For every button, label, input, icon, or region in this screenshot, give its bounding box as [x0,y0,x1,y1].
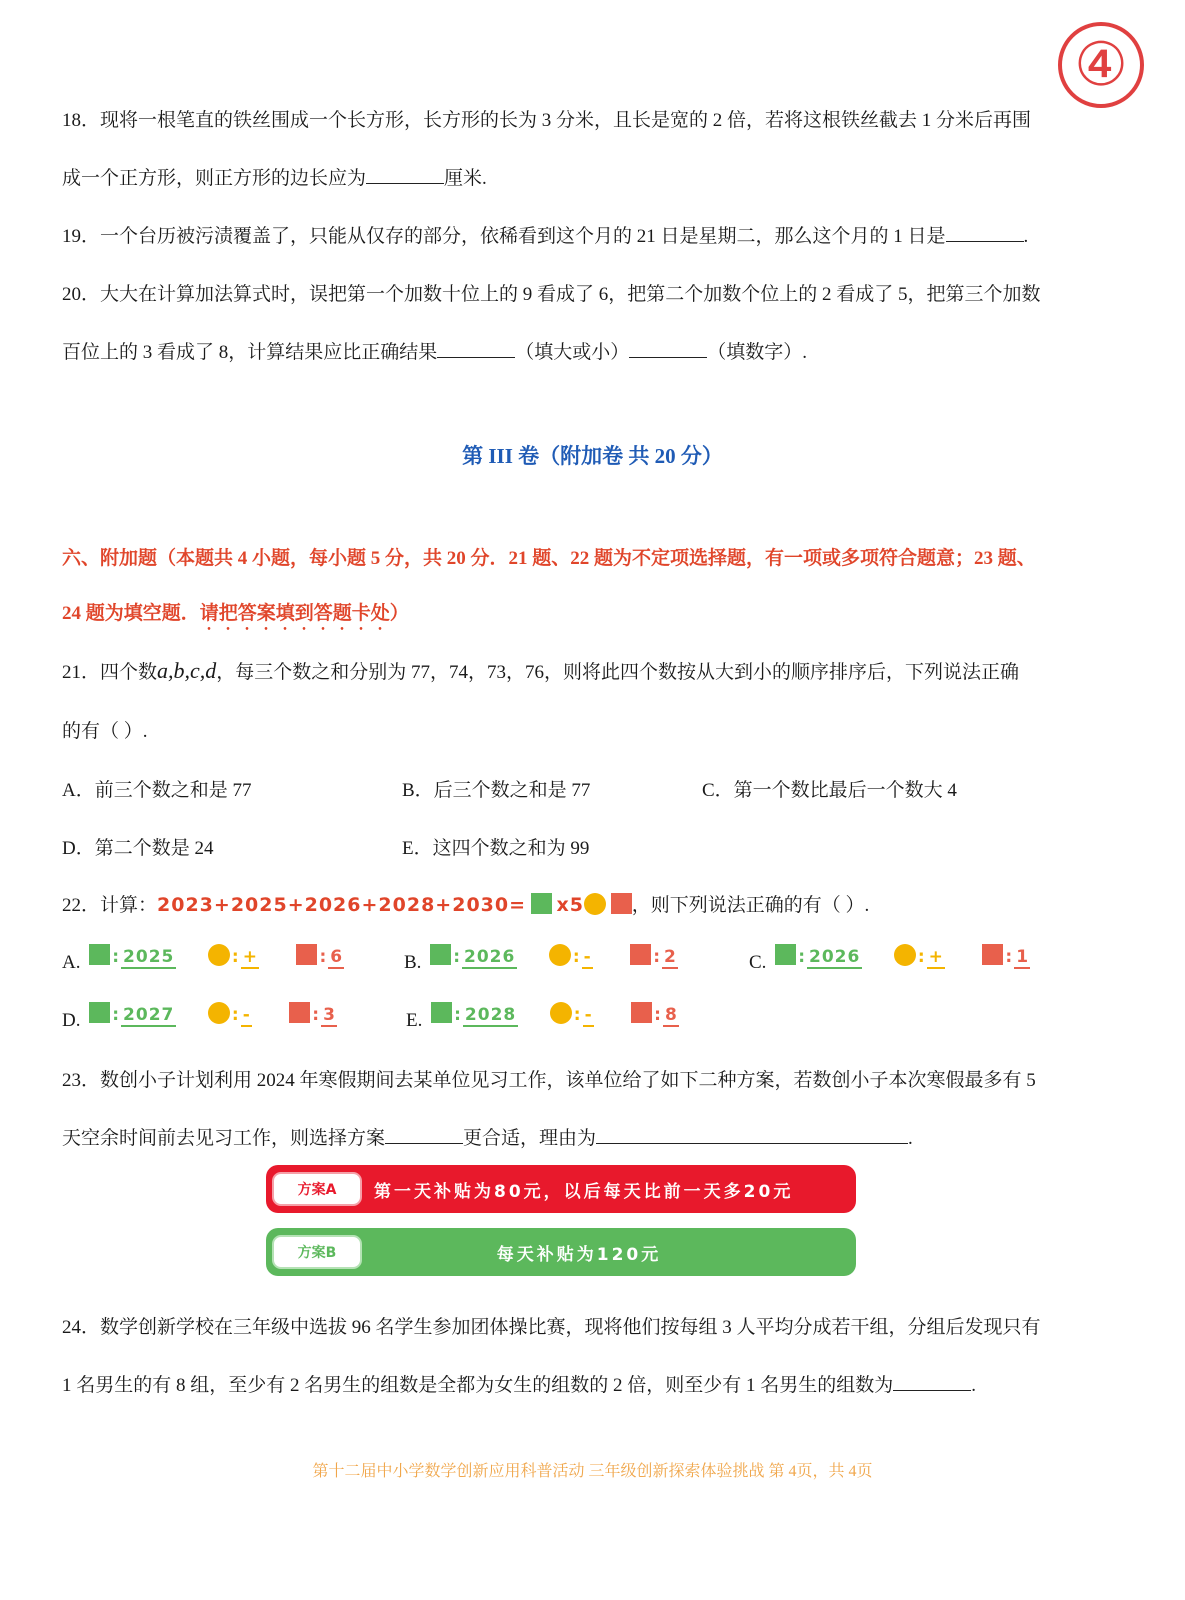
q18-line1: 18．现将一根笔直的铁丝围成一个长方形，长方形的长为 3 分米，且长是宽的 2 倍，若将这根铁丝截去 1 分米后再围 [62,110,1032,131]
plan-b-tag: 方案B [272,1235,362,1269]
q22-option-d[interactable]: D. : 2027 : - : 3 [62,1002,337,1032]
section-title: 第 III 卷（附加卷 共 20 分） [462,444,723,468]
green-square-icon [89,1002,110,1023]
q22-yellow-value: - [584,1005,592,1025]
plan-b-text: 每天补贴为120元 [496,1244,662,1265]
q22-line [62,890,869,917]
red-square-icon [630,944,651,965]
q21-option-c[interactable]: C．第一个数比最后一个数大 4 [702,780,957,801]
q22-post: ，则下列说法正确的有（ ）. [631,895,870,916]
q23-line2-mid: 更合适，理由为 [463,1128,597,1149]
green-square-icon [431,1002,452,1023]
q22-red-value: 8 [664,1005,677,1025]
q22-option-a[interactable]: A. : 2025 : + : 6 [62,944,344,974]
q22-option-e[interactable]: E. : 2028 : - : 8 [406,1002,679,1032]
q23-line2 [62,1123,913,1150]
q19-text: 19．一个台历被污渍覆盖了，只能从仅存的部分，依稀看到这个月的 21 日是星期二，那么这个月的 1 日是 [62,226,946,247]
green-square-icon [531,893,552,914]
q20-line1: 20．大大在计算加法算式时，误把第一个加数十位上的 9 看成了 6，把第二个加数个位上的 2 看成了 5，把第三个加数 [62,284,1041,305]
yellow-circle-icon [584,893,606,915]
q19-end: . [1023,226,1029,247]
q22-red-value: 3 [323,1005,335,1025]
q22-option-letter: E. [406,1010,423,1031]
yellow-circle-icon [894,944,916,966]
q22-option-letter: A. [62,952,81,973]
yellow-circle-icon [550,1002,572,1024]
q24-line2-text: 1 名男生的有 8 组，至少有 2 名男生的组数是全都为女生的组数的 2 倍，则至少有 1 名男生的组数为 [62,1375,894,1396]
red-square-icon [982,944,1003,965]
q24-line2-end: . [971,1375,977,1396]
q22-yellow-value: + [928,947,943,967]
q20-fill2-hint: （填数字）. [707,342,808,363]
q22-green-value: 2026 [464,947,516,967]
q22-times: x5 [556,894,585,916]
q23-plan-blank[interactable] [385,1142,463,1144]
q22-option-b[interactable]: B. : 2026 : - : 2 [404,944,678,974]
part6-line2-pre: 24 题为填空题． [62,603,200,624]
yellow-circle-icon [208,944,230,966]
green-square-icon [775,944,796,965]
q21-post: ，每三个数之和分别为 77，74，73，76，则将此四个数按从大到小的顺序排序后，下列说法正确 [216,662,1020,683]
plan-a-banner [266,1165,856,1213]
part6-emphasis: 请把答案填到答题卡处 [199,603,390,624]
q18-answer-blank[interactable] [366,182,444,184]
q22-green-value: 2027 [123,1005,175,1025]
q22-green-value: 2026 [809,947,861,967]
q22-yellow-value: + [242,947,257,967]
q22-red-value: 6 [330,947,343,967]
plan-a-text: 第一天补贴为80元，以后每天比前一天多20元 [374,1181,794,1202]
q22-green-value: 2028 [464,1005,517,1025]
green-square-icon [430,944,451,965]
q23-line1: 23．数创小子计划利用 2024 年寒假期间去某单位见习工作，该单位给了如下二种方案，若数创小子本次寒假最多有 5 [62,1070,1036,1091]
q22-option-letter: C. [749,952,767,973]
q18-line2-end: 厘米. [444,168,487,189]
q22-option-letter: B. [404,952,422,973]
red-square-icon [631,1002,652,1023]
q21-line1 [62,657,1019,684]
q22-option-c[interactable]: C. : 2026 : + : 1 [749,944,1030,974]
q23-line2-end: . [908,1128,913,1149]
q18-line2 [62,163,487,190]
q22-option-letter: D. [62,1010,81,1031]
part6-line2 [62,598,409,635]
q22-expression: 2023+2025+2026+2028+2030= [157,894,527,916]
plan-b-banner [266,1228,856,1276]
page-marker: ④ [1058,22,1144,108]
q23-line2-text: 天空余时间前去见习工作，则选择方案 [62,1128,386,1149]
page-footer: 第十二届中小学数学创新应用科普活动 三年级创新探索体验挑战 第 4页，共 4页 [312,1463,873,1480]
q22-red-value: 1 [1016,947,1029,967]
q22-pre: 22．计算： [62,895,158,916]
yellow-circle-icon [208,1002,230,1024]
part6-line2-post: ） [389,603,409,624]
q20-answer-blank-2[interactable] [629,356,707,358]
plan-a-tag: 方案A [272,1172,362,1206]
q20-fill1-hint: （填大或小） [515,342,630,363]
q24-answer-blank[interactable] [893,1389,971,1391]
q21-option-b[interactable]: B．后三个数之和是 77 [402,780,591,801]
q21-option-e[interactable]: E．这四个数之和为 99 [402,838,590,859]
q20-line2 [62,337,807,364]
red-square-icon [611,893,632,914]
q19-answer-blank[interactable] [946,240,1024,242]
q21-line2: 的有（ ）. [62,721,148,742]
q21-option-d[interactable]: D．第二个数是 24 [62,838,214,859]
q22-green-value: 2025 [123,947,175,967]
part6-line1: 六、附加题（本题共 4 小题，每小题 5 分，共 20 分．21 题、22 题为不定项选择题，有一项或多项符合题意；23 题、 [62,548,1036,569]
q24-line2 [62,1370,976,1397]
q19-line [62,221,1028,248]
yellow-circle-icon [549,944,571,966]
q21-option-a[interactable]: A．前三个数之和是 77 [62,780,252,801]
q21-vars: a,b,c,d [157,658,217,683]
red-square-icon [289,1002,310,1023]
q21-pre: 21．四个数 [62,662,158,683]
q20-line2-text: 百位上的 3 看成了 8，计算结果应比正确结果 [62,342,438,363]
red-square-icon [296,944,317,965]
q22-red-value: 2 [664,947,676,967]
q18-line2-text: 成一个正方形，则正方形的边长应为 [62,168,367,189]
q22-yellow-value: - [583,947,591,967]
q22-yellow-value: - [242,1005,250,1025]
q23-reason-blank[interactable] [596,1142,908,1144]
green-square-icon [89,944,110,965]
q20-answer-blank-1[interactable] [437,356,515,358]
q24-line1: 24．数学创新学校在三年级中选拔 96 名学生参加团体操比赛，现将他们按每组 3 人平均分成若干组，分组后发现只有 [62,1317,1041,1338]
